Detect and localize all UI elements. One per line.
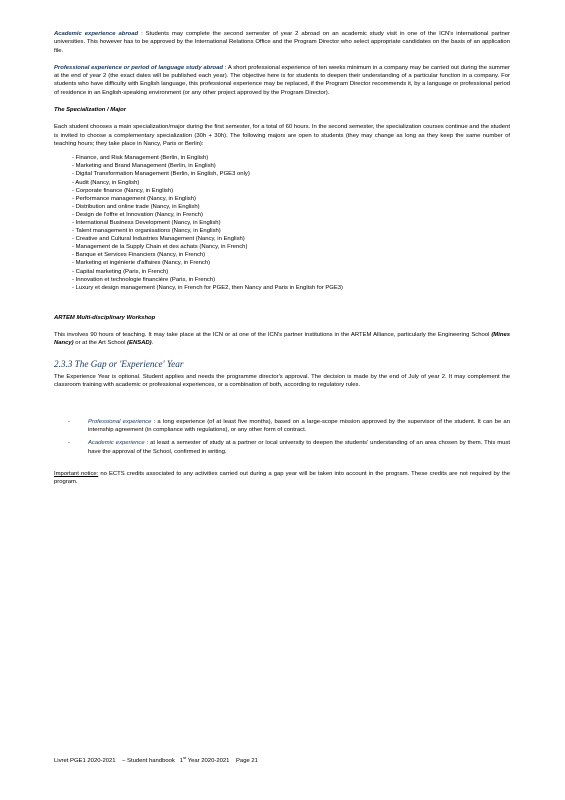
notice-text: no ECTS credits associated to any activities carried out during a gap year will be taken into account in the program. These credits are not required by the program. (54, 470, 511, 486)
important-notice (54, 470, 510, 487)
major-item: - Corporate finance (Nancy, in English) (72, 187, 510, 195)
specialization-intro: Each student chooses a main specialization/major during the first semester, for a total of 60 hours. In the second semester, the specialization courses continue and the student is invited to choose a complementary specialization (30h + 30h). The following majors are open to students (they may change as long as they keep the same number of teaching hours; they take place in Nancy, Paris or Berlin): (54, 124, 510, 147)
gap-item-text: : at least a semester of study at a partner or local university to deepen the students' understanding of an area chosen by them. This must have the approval of the School, confirmed in writing. (88, 440, 510, 455)
gap-item-academic (68, 439, 510, 456)
professional-paragraph (54, 64, 510, 97)
major-item: - Distribution and online trade (Nancy, in English) (72, 203, 510, 211)
artem-text-before: This involves 90 hours of teaching. It may take place at the ICN or at one of the ICN's partner institutions in the ARTEM Alliance, particularly the Engineering School (54, 332, 490, 339)
gap-experience-list (68, 418, 510, 456)
major-item: - Capital marketing (Paris, in French) (72, 268, 510, 276)
gap-item-text: : a long experience (of at least five months), based on a large-scope mission approved by the supervisor of the student. It can be an internship agreement (in compliance with regulations), or any other form of contract. (88, 418, 510, 433)
major-item: - Marketing et ingénierie d'affaires (Nancy, in French) (72, 259, 510, 267)
major-item: - Finance, and Risk Management (Berlin, in English) (72, 154, 510, 162)
notice-label: Important notice: (54, 470, 99, 477)
major-item: - Marketing and Brand Management (Berlin, in English) (72, 162, 510, 170)
professional-lead: Professional experience or period of language study abroad (54, 64, 224, 71)
ensad: (ENSAD) (127, 340, 152, 347)
major-item: - Design de l'offre et Innovation (Nancy, in French) (72, 211, 510, 219)
gap-item-lead: Academic experience (88, 440, 145, 447)
majors-list (72, 154, 510, 292)
major-item: - Talent management in organisations (Nancy, in English) (72, 227, 510, 235)
page-footer (54, 755, 258, 764)
list-dash: - (68, 418, 70, 425)
handbook-page (54, 30, 510, 486)
gap-paragraph: The Experience Year is optional. Student applies and needs the programme director's approval. The decision is made by the end of July of year 2. It may complement the classroom training with academic or professional experiences, or a combination of both, according to regulatory rules. (54, 374, 510, 389)
major-item: - Digital Transformation Management (Berlin, in English, PGE3 only) (72, 170, 510, 178)
abroad-text: : Students may complete the second semester of year 2 abroad on an academic study visit in one of the ICN's international partner universities. This however has to be approved by the International Relations Office and the Program Director who select appropriate candidates on the basis of an application file. (54, 31, 510, 54)
professional-text: : A short professional experience of ten weeks minimum in a company may be carried out during the summer at the end of year 2 (the exact dates will be published each year). The objective here is for students to deepen their understanding of a particular function in a company. For students who have difficulty with English language, this professional experience may be replaced, if the Program Director recommends it, by a language or professional period of residence in an English-speaking environment (or any other project approved by the Program Director). (54, 64, 510, 96)
footer-page: Page 21 (235, 757, 258, 764)
footer-year-sup: st (183, 755, 187, 760)
footer-year-word: Year 2020-2021 (187, 757, 230, 764)
footer-mid: – Student handbook (122, 757, 175, 764)
gap-item-professional (68, 418, 510, 435)
artem-text-after: . (151, 340, 154, 347)
artem-paragraph (54, 331, 510, 348)
major-item: - Creative and Cultural Industries Management (Nancy, in English) (72, 235, 510, 243)
gap-heading: 2.3.3 The Gap or 'Experience' Year (54, 358, 184, 369)
major-item: - International Business Development (Nancy, in English) (72, 219, 510, 227)
artem-heading: ARTEM Multi-disciplinary Workshop (54, 314, 156, 321)
major-item: - Management de la Supply Chain et des achats (Nancy, in French) (72, 243, 510, 251)
footer-left: Livret PGE1 2020-2021 (54, 757, 116, 764)
major-item: - Performance management (Nancy, in English) (72, 195, 510, 203)
mines-nancy: (Mines Nancy) (54, 332, 510, 347)
specialization-heading: The Specialization / Major (54, 107, 127, 114)
major-item: - Audit (Nancy, in English) (72, 179, 510, 187)
footer-year-num: 1 (179, 757, 184, 764)
major-item: - Innovation et technologie financière (Paris, in French) (72, 276, 510, 284)
major-item: - Banque et Services Financiers (Nancy, in French) (72, 251, 510, 259)
abroad-paragraph (54, 30, 510, 55)
abroad-lead: Academic experience abroad (54, 31, 139, 37)
major-item: - Luxury et design management (Nancy, in French for PGE2, then Nancy and Paris in English for PGE3) (72, 284, 510, 292)
gap-item-lead: Professional experience (88, 418, 152, 425)
list-dash: - (68, 440, 70, 447)
artem-text-mid: or at the Art School (75, 340, 126, 347)
